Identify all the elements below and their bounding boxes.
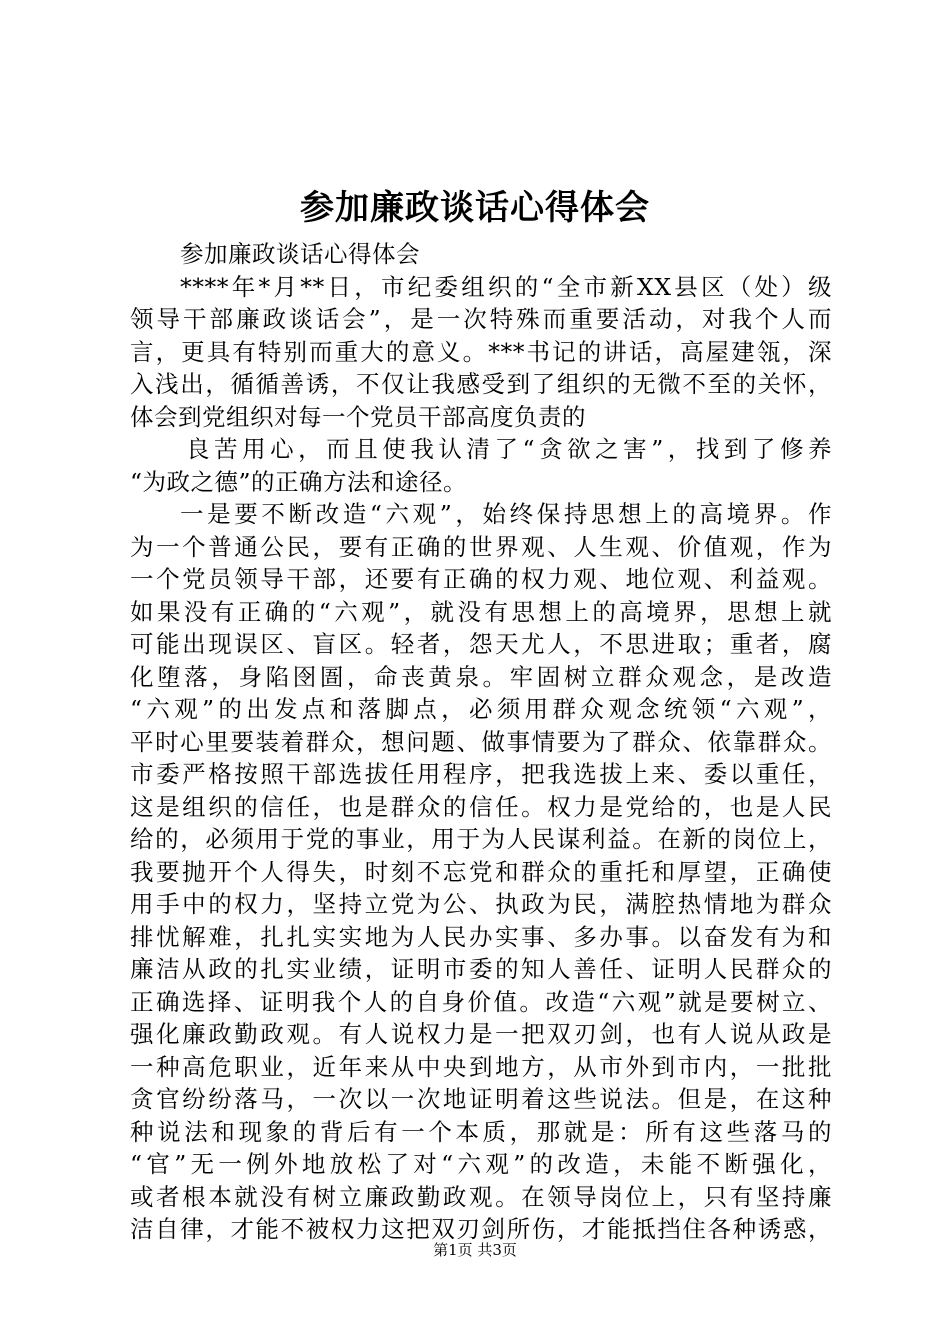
body-line: 领导干部廉政谈话会”，是一次特殊而重要活动，对我个人而: [130, 305, 832, 333]
body-line: “六观”的出发点和落脚点，必须用群众观念统领“六观”，: [130, 695, 832, 723]
body-line: 给的，必须用于党的事业，用于为人民谋利益。在新的岗位上，: [130, 825, 832, 853]
body-line: 排忧解难，扎扎实实地为人民办实事、多办事。以奋发有为和: [130, 922, 832, 951]
body-line: 市委严格按照干部选拔任用程序，把我选拔上来、委以重任，: [130, 760, 832, 788]
body-line: 平时心里要装着群众，想问题、做事情要为了群众、依靠群众。: [130, 727, 832, 756]
body-line: 廉洁从政的扎实业绩，证明市委的知人善任、证明人民群众的: [130, 955, 832, 983]
body-line: 强化廉政勤政观。有人说权力是一把双刃剑，也有人说从政是: [130, 1020, 832, 1048]
body-line: ****年*月**日，市纪委组织的“全市新XX县区（处）级: [180, 272, 832, 301]
body-line: 或者根本就没有树立廉政勤政观。在领导岗位上，只有坚持廉: [130, 1182, 832, 1211]
body-line: 用手中的权力，坚持立党为公、执政为民，满腔热情地为群众: [130, 890, 832, 918]
body-line: 可能出现误区、盲区。轻者，怨天尤人，不思进取；重者，腐: [130, 630, 832, 658]
body-line: 体会到党组织对每一个党员干部高度负责的: [130, 402, 586, 431]
body-text: [130, 238, 832, 1246]
body-line: 良苦用心，而且使我认清了“贪欲之害”，找到了修养: [186, 435, 832, 463]
body-line: 一个党员领导干部，还要有正确的权力观、地位观、利益观。: [130, 565, 832, 593]
body-line: 一是要不断改造“六观”，始终保持思想上的高境界。作: [180, 500, 832, 528]
body-line: 如果没有正确的“六观”，就没有思想上的高境界，思想上就: [130, 597, 832, 626]
page-footer: 第1页 共3页: [433, 1241, 517, 1259]
body-line: 贪官纷纷落马，一次以一次地证明着这些说法。但是，在这种: [130, 1085, 832, 1113]
body-line: 化堕落，身陷囹圄，命丧黄泉。牢固树立群众观念，是改造: [130, 662, 832, 691]
body-line: “官”无一例外地放松了对“六观”的改造，未能不断强化，: [130, 1150, 832, 1178]
body-line: 洁自律，才能不被权力这把双刃剑所伤，才能抵挡住各种诱惑，: [130, 1215, 832, 1243]
body-line: 这是组织的信任，也是群众的信任。权力是党给的，也是人民: [130, 792, 832, 821]
page-title: 参加廉政谈话心得体会: [300, 188, 650, 228]
body-line: 参加廉政谈话心得体会: [180, 240, 420, 268]
body-line: 一种高危职业，近年来从中央到地方，从市外到市内，一批批: [130, 1052, 832, 1081]
body-line: 为一个普通公民，要有正确的世界观、人生观、价值观，作为: [130, 532, 832, 561]
body-line: “为政之德”的正确方法和途径。: [130, 467, 468, 496]
body-line: 正确选择、证明我个人的自身价值。改造“六观”就是要树立、: [130, 987, 832, 1016]
body-line: 种说法和现象的背后有一个本质，那就是：所有这些落马的: [130, 1117, 832, 1146]
body-line: 言，更具有特别而重大的意义。***书记的讲话，高屋建瓴，深: [130, 337, 832, 366]
body-line: 我要抛开个人得失，时刻不忘党和群众的重托和厚望，正确使: [130, 857, 832, 886]
body-line: 入浅出，循循善诱，不仅让我感受到了组织的无微不至的关怀，: [130, 370, 832, 398]
